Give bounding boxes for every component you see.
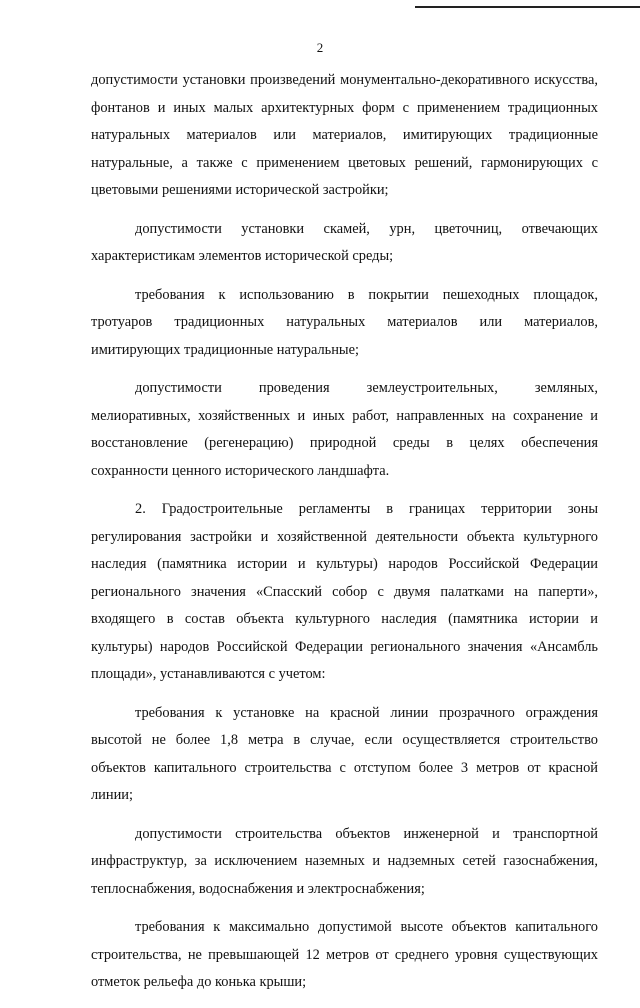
paragraph-monumental-art: допустимости установки произведений монументально-декоративного искусства, фонтанов и иных малых архитектурных форм с применением традиционных натуральных материалов или материалов, имитирующих традиционные натуральные, а также с применением цветовых решений, гармонирующих с цветовыми решениями исторической застройки; [91, 72, 598, 198]
header-rule [415, 6, 640, 8]
paragraph-land-works: допустимости проведения землеустроительных, земляных, мелиоративных, хозяйственных и иных работ, направленных на сохранение и восстановление (регенерацию) природной среды в целях обеспечения сохранности ценного исторического ландшафта. [91, 380, 598, 479]
paragraph-max-height: требования к максимально допустимой высоте объектов капитального строительства, не превышающей 12 метров от среднего уровня существующих отметок рельефа до конька крыши; [91, 919, 598, 990]
page-number: 2 [316, 40, 324, 55]
paragraph-pavement: требования к использованию в покрытии пешеходных площадок, тротуаров традиционных натуральных материалов или материалов, имитирующих традиционные натуральные; [91, 286, 598, 358]
paragraph-regulations: 2. Градостроительные регламенты в границах территории зоны регулирования застройки и хозяйственной деятельности объекта культурного наследия (памятника истории и культуры) народов Российской Федерации регионального значения «Спасский собор с двумя палатками на паперти», входящего в состав объекта культурного наследия (памятника истории и культуры) народов Российской Федерации регионального значения «Ансамбль площади», устанавливаются с учетом: [91, 501, 598, 682]
document-body [91, 67, 598, 1008]
paragraph-infrastructure: допустимости строительства объектов инженерной и транспортной инфраструктур, за исключением наземных и надземных сетей газоснабжения, теплоснабжения, водоснабжения и электроснабжения; [91, 825, 598, 897]
paragraph-fence: требования к установке на красной линии прозрачного ограждения высотой не более 1,8 метра в случае, если осуществляется строительство объектов капитального строительства с отступом более 3 метров от красной линии; [91, 704, 598, 803]
paragraph-benches: допустимости установки скамей, урн, цветочниц, отвечающих характеристикам элементов исторической среды; [91, 220, 598, 264]
